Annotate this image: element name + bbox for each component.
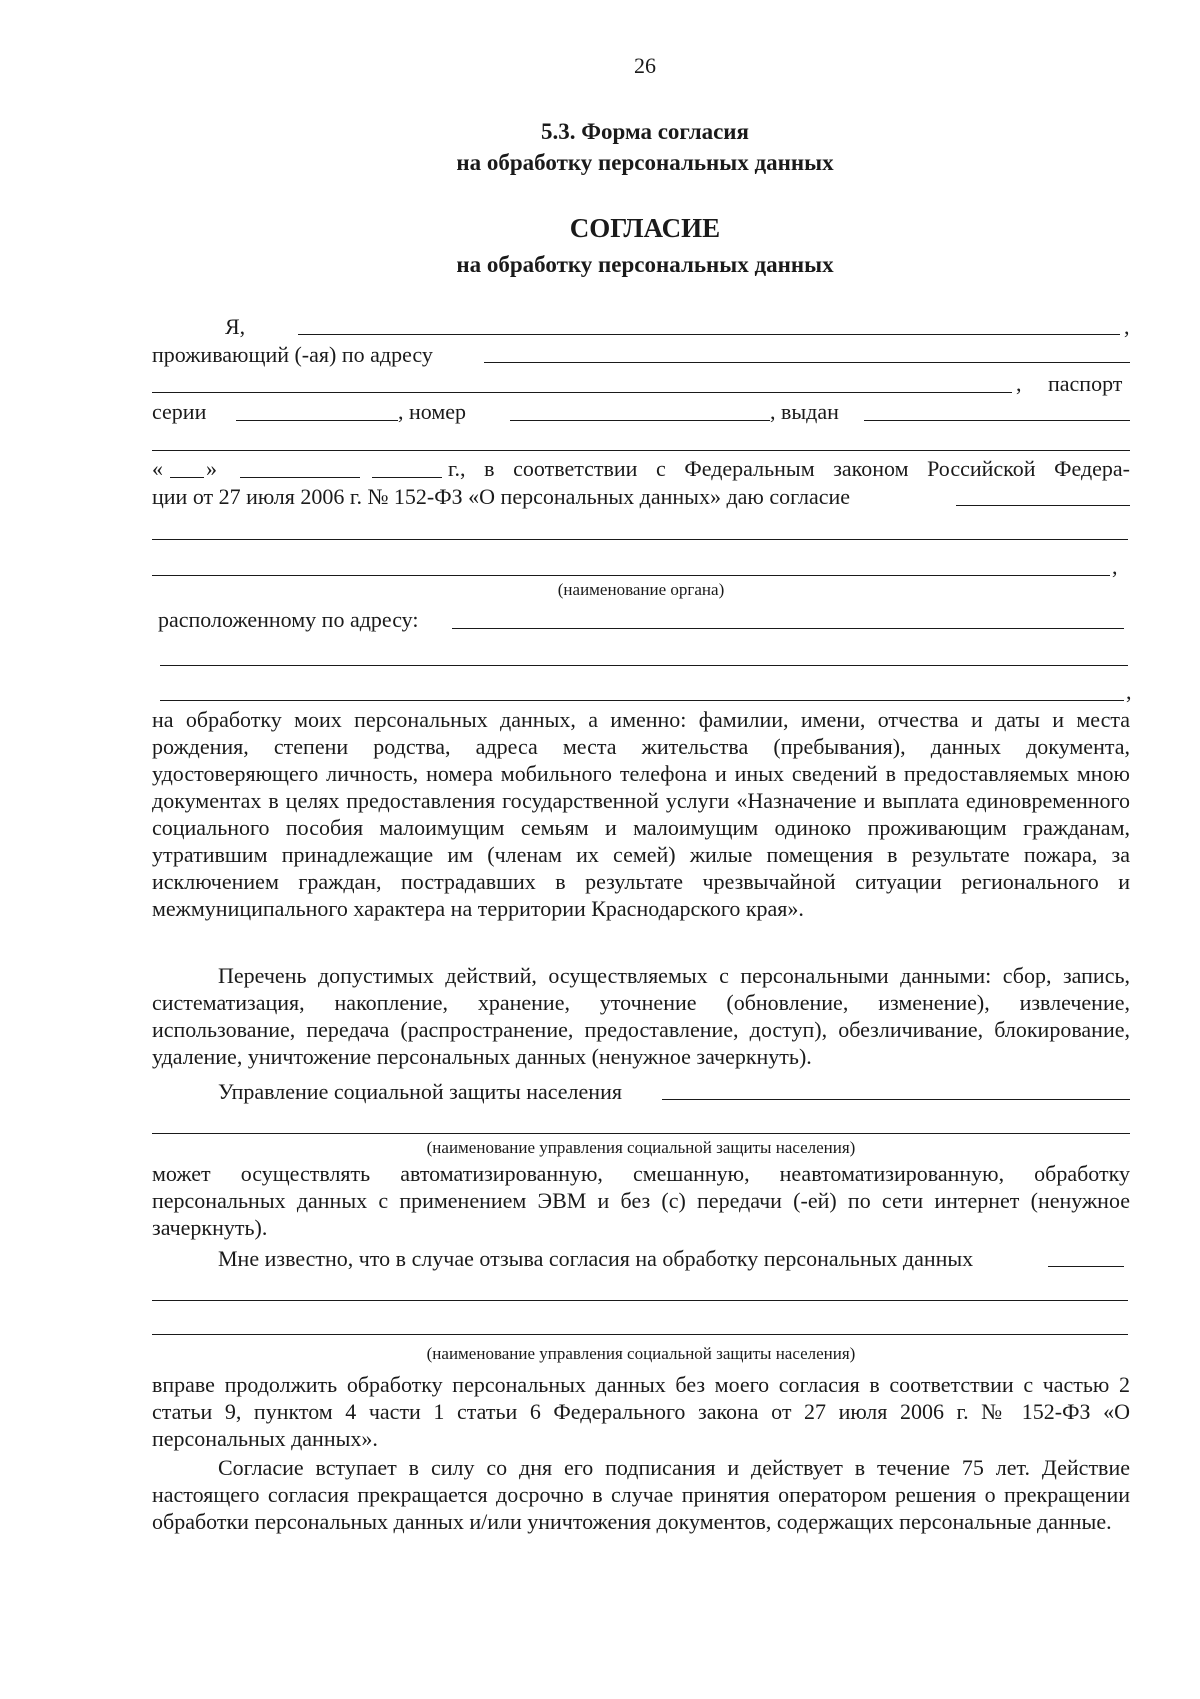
- address-line-1[interactable]: [484, 362, 1130, 363]
- full-name-line[interactable]: [298, 334, 1120, 335]
- paragraph-continue: [152, 1371, 1130, 1452]
- paragraph-text: может осуществлять автоматизированную, смешанную, неавтоматизированную, обработку персональных данных с применением ЭВМ и без (с) передачи (-ей) по сети интернет (ненужное зачеркнуть).: [152, 1161, 1130, 1240]
- paragraph-text: Перечень допустимых действий, осуществляемых с персональными данными: сбор, запись, систематизация, накопление, хранение, уточнение (обновление, изменение), извлечение, использование, передача (распространение, предоставление, доступ), обезличивание, блокирование, удаление, уничтожение персональных данных (ненужное зачеркнуть).: [152, 963, 1130, 1069]
- organ-comma: ,: [1112, 554, 1118, 579]
- organ-address-comma: ,: [1126, 679, 1132, 704]
- issued-label: , выдан: [770, 399, 839, 424]
- name-comma: ,: [1124, 314, 1130, 339]
- consent-to-line-2[interactable]: [152, 539, 1128, 540]
- usz-caption: (наименование управления социальной защиты населения): [426, 1138, 856, 1157]
- date-tail-text: г., в соответствии с Федеральным законом Российской Федера-: [448, 456, 1130, 481]
- organ-address-line-2[interactable]: [160, 665, 1128, 666]
- usz-line-1[interactable]: [662, 1099, 1130, 1100]
- issue-month-line[interactable]: [240, 477, 360, 478]
- paragraph-validity: [152, 1454, 1130, 1535]
- paragraph-text: Согласие вступает в силу со дня его подписания и действует в течение 75 лет. Действие настоящего согласия прекращается досрочно в случае принятия оператором решения о прекращении обработки персональных данных и/или уничтожения документов, содержащих персональные данные.: [152, 1455, 1130, 1534]
- address-comma: ,: [1016, 371, 1022, 396]
- issued-by-line-1[interactable]: [864, 420, 1130, 421]
- section-title-line1: 5.3. Форма согласия: [541, 119, 749, 144]
- paragraph-personal-data: [152, 706, 1130, 922]
- number-label: , номер: [398, 399, 467, 424]
- quote-open: «: [152, 456, 163, 481]
- organ-caption: (наименование органа): [557, 580, 725, 599]
- revocation-line-2[interactable]: [152, 1300, 1128, 1301]
- series-label: серии: [152, 399, 207, 424]
- paragraph-text: на обработку моих персональных данных, а именно: фамилии, имени, отчества и даты и места рождения, степени родства, адреса места жительства (пребывания), данных документа, удостоверяющего личность, номера мобильного телефона и иных сведений в предоставляемых мною документах в целях предоставления государственной услуги «Назначение и выплата единовременного социального пособия малоимущим семьям и малоимущим одиноко проживающим гражданам, утратившим принадлежащие им (членам их семей) жилые помещения в результате пожара, за исключением граждан, пострадавших в результате чрезвычайной ситуации регионального и межмуниципального характера на территории Краснодарского края».: [152, 707, 1130, 921]
- passport-number-line[interactable]: [510, 420, 770, 421]
- located-label: расположенному по адресу:: [158, 607, 419, 632]
- paragraph-revocation: Мне известно, что в случае отзыва согласия на обработку персональных данных: [218, 1246, 974, 1271]
- usz-line-2[interactable]: [152, 1133, 1130, 1134]
- issued-by-line-2[interactable]: [152, 450, 1130, 451]
- usz-label: Управление социальной защиты населения: [218, 1079, 622, 1104]
- issue-year-line[interactable]: [372, 477, 442, 478]
- paragraph-text: вправе продолжить обработку персональных данных без моего согласия в соответствии с частью 2 статьи 9, пунктом 4 части 1 статьи 6 Федерального закона от 27 июля 2006 г. № 152-ФЗ «О персональных данных».: [152, 1372, 1130, 1451]
- paragraph-processing: [152, 1160, 1130, 1241]
- doc-title: СОГЛАСИЕ: [569, 213, 721, 243]
- usz-caption-2: (наименование управления социальной защиты населения): [426, 1344, 856, 1363]
- address-line-2[interactable]: [152, 392, 1012, 393]
- page-number: 26: [634, 53, 656, 78]
- revocation-line-3[interactable]: [152, 1334, 1128, 1335]
- quote-close: »: [206, 456, 217, 481]
- paragraph-actions: [152, 962, 1130, 1070]
- address-label: проживающий (-ая) по адресу: [152, 342, 433, 367]
- passport-label: паспорт: [1048, 371, 1123, 396]
- law-line: ции от 27 июля 2006 г. № 152-ФЗ «О персональных данных» даю согласие: [152, 484, 851, 509]
- consent-to-line-3[interactable]: [152, 575, 1110, 576]
- issue-day-line[interactable]: [170, 477, 204, 478]
- doc-subtitle: на обработку персональных данных: [456, 252, 834, 277]
- revocation-line-1[interactable]: [1048, 1266, 1124, 1267]
- passport-series-line[interactable]: [236, 420, 398, 421]
- consent-to-line-1[interactable]: [956, 505, 1130, 506]
- section-title-line2: на обработку персональных данных: [456, 150, 834, 175]
- organ-address-line-3[interactable]: [160, 700, 1124, 701]
- ya-label: Я,: [225, 314, 246, 339]
- organ-address-line-1[interactable]: [452, 628, 1124, 629]
